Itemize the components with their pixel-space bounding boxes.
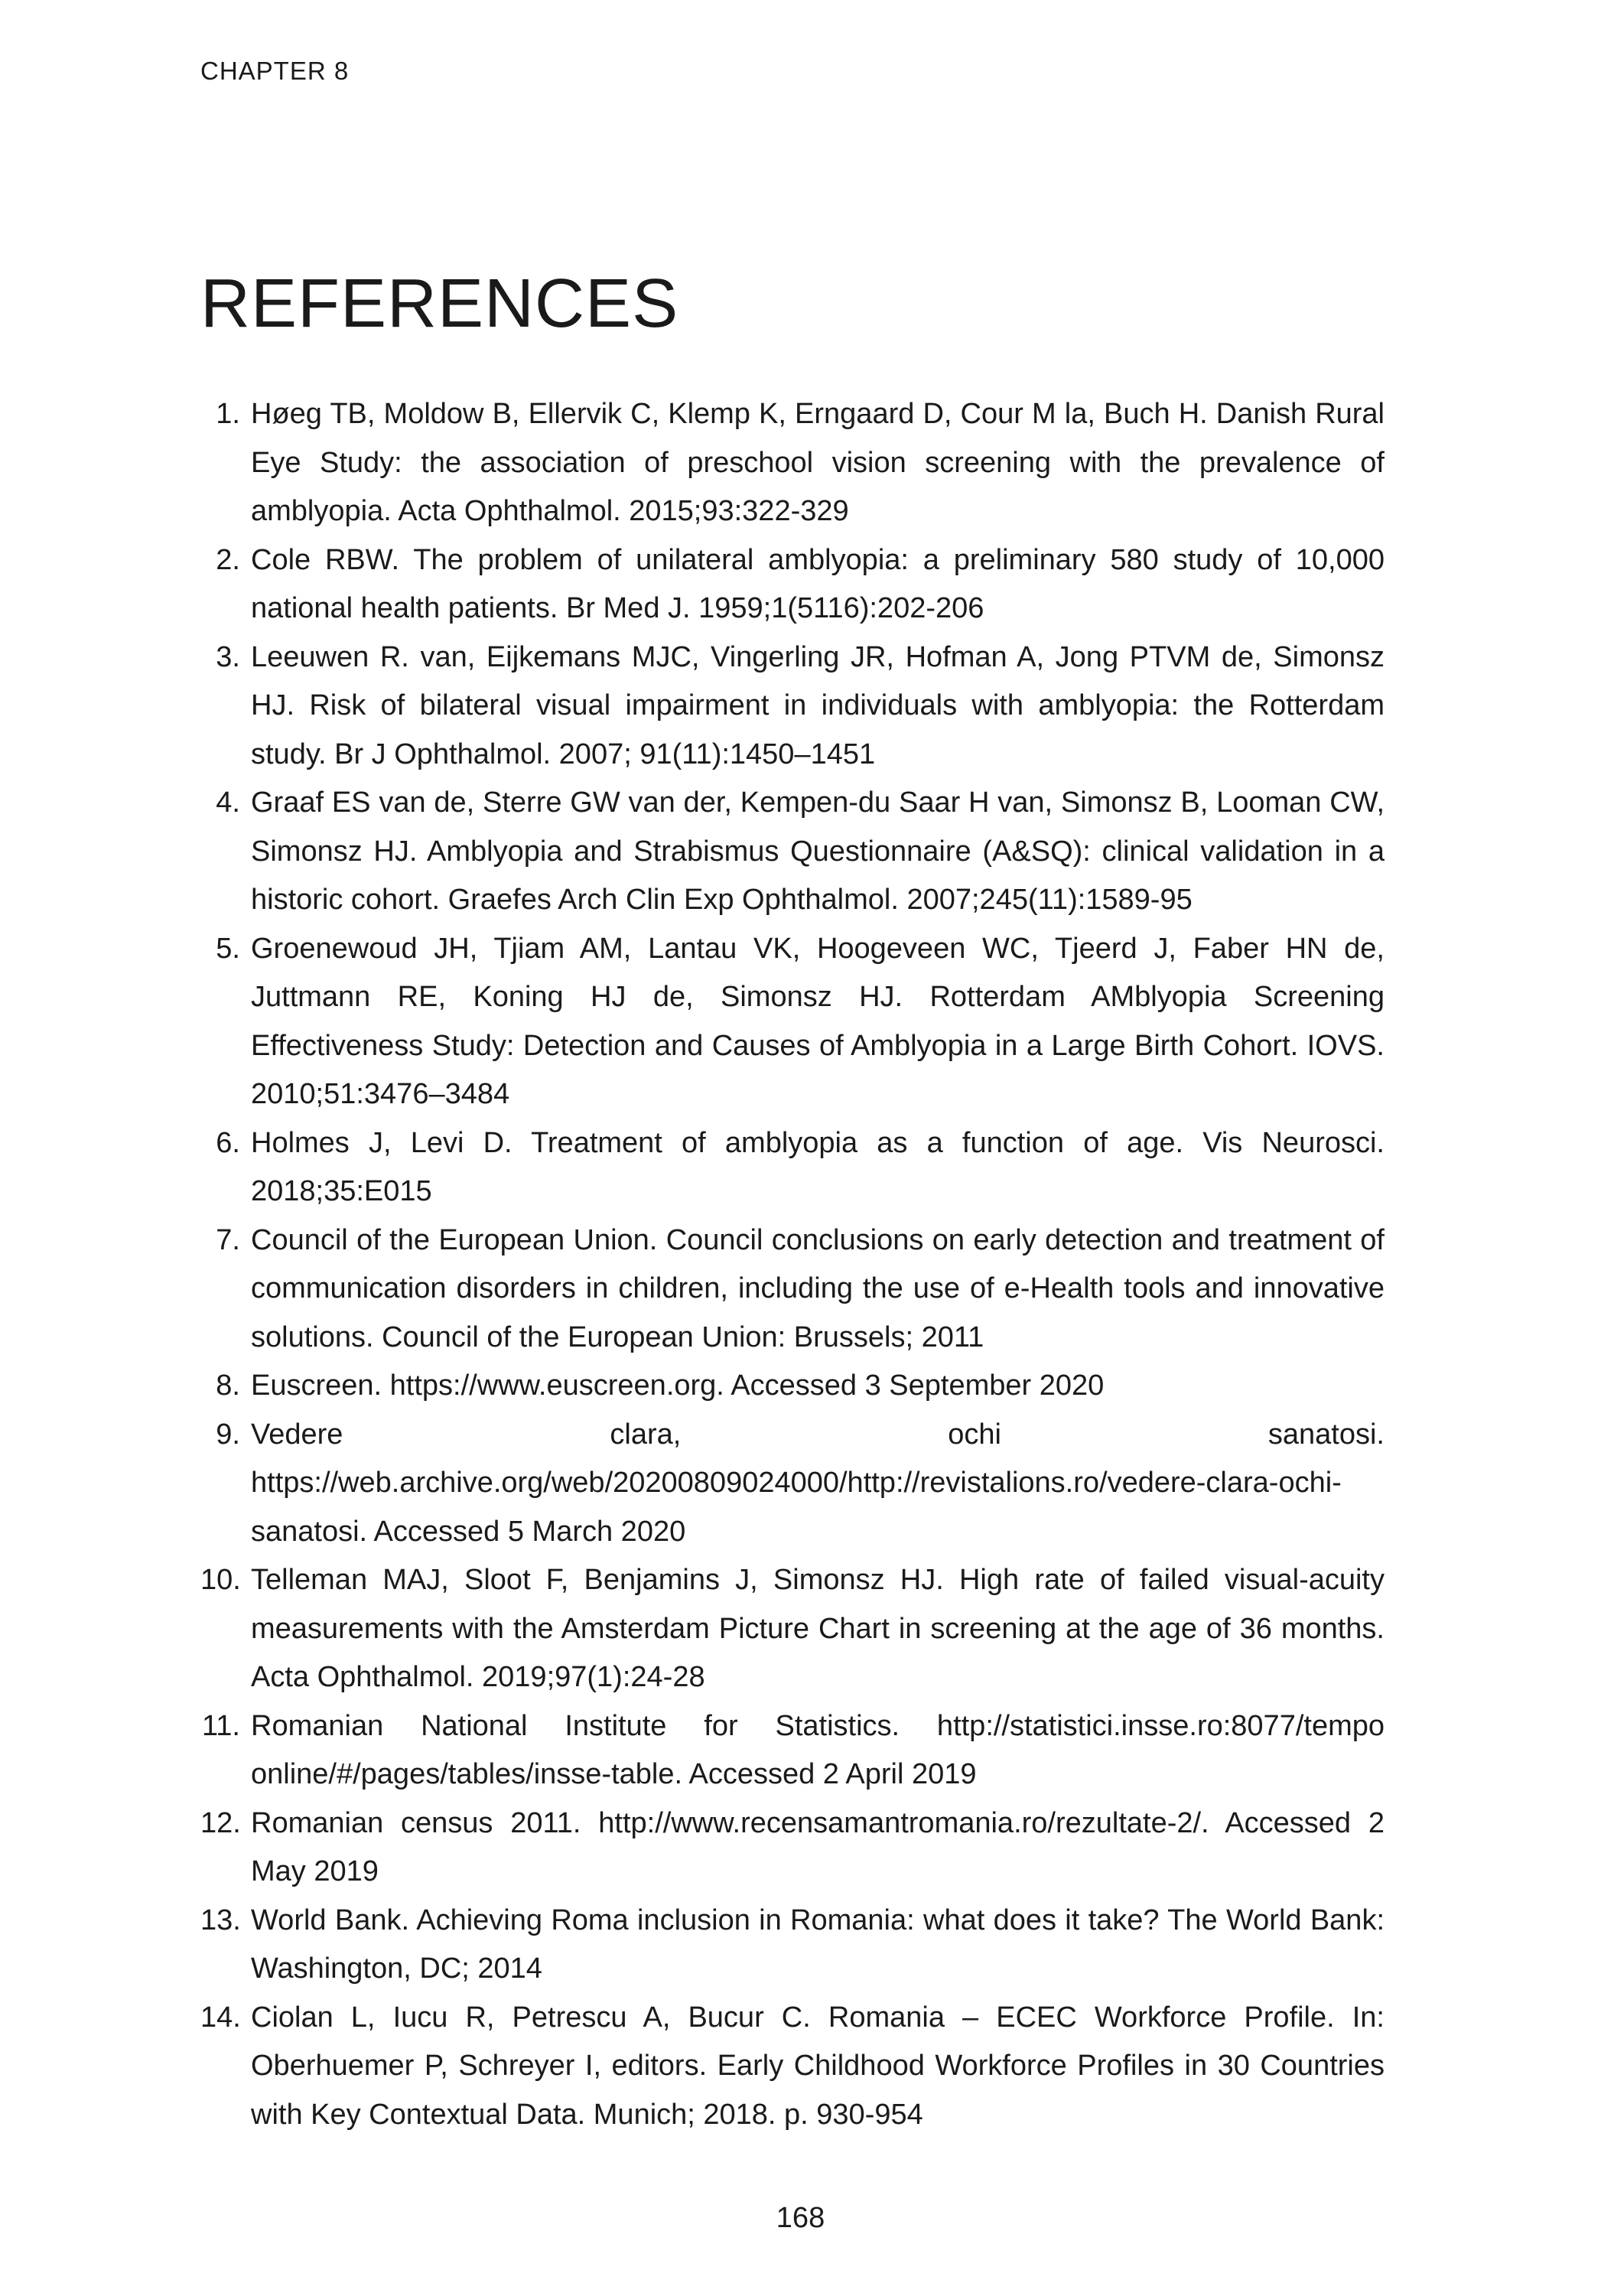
reference-text: Ciolan L, Iucu R, Petrescu A, Bucur C. Romania – ECEC Workforce Profile. In: Oberhuemer P, Schreyer I, editors. Early Childhood Workforce Profiles in 30 Countries with Key Contextual Data. Munich; 2018. p. 930-954 (251, 2001, 1385, 2131)
reference-text: Graaf ES van de, Sterre GW van der, Kempen-du Saar H van, Simonsz B, Looman CW, Simonsz HJ. Amblyopia and Strabismus Questionnaire (A&SQ): clinical validation in a historic cohort. Graefes Arch Clin Exp Ophthalmol. 2007;245(11):1589-95 (251, 787, 1385, 916)
reference-number: 12. (200, 1806, 241, 1839)
reference-number: 6. (216, 1126, 240, 1159)
reference-number: 3. (216, 640, 240, 673)
reference-item (200, 1994, 1385, 2140)
page-number: 168 (776, 2202, 825, 2234)
reference-item (200, 1556, 1385, 1702)
reference-number: 10. (200, 1564, 241, 1596)
reference-text: Høeg TB, Moldow B, Ellervik C, Klemp K, Erngaard D, Cour M la, Buch H. Danish Rural Eye Study: the association of preschool vision screening with the prevalence of amblyopia. Acta Ophthalmol. 2015;93:322-329 (251, 398, 1385, 527)
reference-text: Council of the European Union. Council conclusions on early detection and treatment of communication disorders in children, including the use of e-Health tools and innovative solutions. Council of the European Union: Brussels; 2011 (251, 1223, 1385, 1353)
reference-item (200, 1799, 1385, 1897)
reference-number: 2. (216, 543, 240, 576)
reference-number: 4. (216, 787, 240, 819)
reference-number: 11. (201, 1709, 240, 1742)
reference-text: Cole RBW. The problem of unilateral amblyopia: a preliminary 580 study of 10,000 national health patients. Br Med J. 1959;1(5116):202-206 (251, 543, 1385, 624)
reference-text: Telleman MAJ, Sloot F, Benjamins J, Simonsz HJ. High rate of failed visual-acuity measurements with the Amsterdam Picture Chart in screening at the age of 36 months. Acta Ophthalmol. 2019;97(1):24-28 (251, 1564, 1385, 1693)
reference-text: Romanian National Institute for Statistics. http://statistici.insse.ro:8077/tempo online/#/pages/tables/insse-table. Accessed 2 April 2019 (251, 1709, 1385, 1790)
reference-item (200, 1216, 1385, 1363)
reference-text: Euscreen. https://www.euscreen.org. Accessed 3 September 2020 (251, 1369, 1105, 1402)
reference-text: World Bank. Achieving Roma inclusion in Romania: what does it take? The World Bank: Washington, DC; 2014 (251, 1904, 1385, 1985)
reference-number: 7. (216, 1223, 240, 1256)
reference-item (200, 1897, 1385, 1994)
reference-item (200, 633, 1385, 780)
reference-item (200, 1702, 1385, 1799)
reference-number: 8. (216, 1369, 240, 1402)
reference-number: 13. (200, 1904, 241, 1936)
reference-item (200, 1411, 1385, 1557)
reference-item (200, 1362, 1385, 1411)
reference-text: Groenewoud JH, Tjiam AM, Lantau VK, Hoogeveen WC, Tjeerd J, Faber HN de, Juttmann RE, Koning HJ de, Simonsz HJ. Rotterdam AMblyopia Screening Effectiveness Study: Detection and Causes of Amblyopia in a Large Birth Cohort. IOVS. 2010;51:3476–3484 (251, 932, 1385, 1110)
reference-number: 9. (216, 1418, 240, 1451)
reference-number: 5. (216, 932, 240, 965)
reference-item (200, 779, 1385, 925)
running-header: CHAPTER 8 (200, 57, 350, 85)
reference-text: Leeuwen R. van, Eijkemans MJC, Vingerling JR, Hofman A, Jong PTVM de, Simonsz HJ. Risk of bilateral visual impairment in individuals with amblyopia: the Rotterdam study. Br J Ophthalmol. 2007; 91(11):1450–1451 (251, 640, 1385, 770)
reference-text: Holmes J, Levi D. Treatment of amblyopia as a function of age. Vis Neurosci. 2018;35:E015 (251, 1126, 1385, 1207)
reference-number: 1. (216, 398, 240, 430)
reference-list (200, 390, 1385, 2139)
reference-item (200, 1119, 1385, 1216)
reference-number: 14. (200, 2001, 241, 2034)
reference-text: Romanian census 2011. http://www.recensamantromania.ro/rezultate-2/. Accessed 2 May 2019 (251, 1806, 1385, 1887)
section-title: REFERENCES (200, 265, 679, 342)
reference-item (200, 390, 1385, 536)
reference-item (200, 536, 1385, 633)
reference-text: Vedere clara, ochi sanatosi. https://web.archive.org/web/20200809024000/http://revistalions.ro/vedere-clara-ochi-sanatosi. Accessed 5 March 2020 (251, 1418, 1385, 1548)
reference-item (200, 925, 1385, 1119)
